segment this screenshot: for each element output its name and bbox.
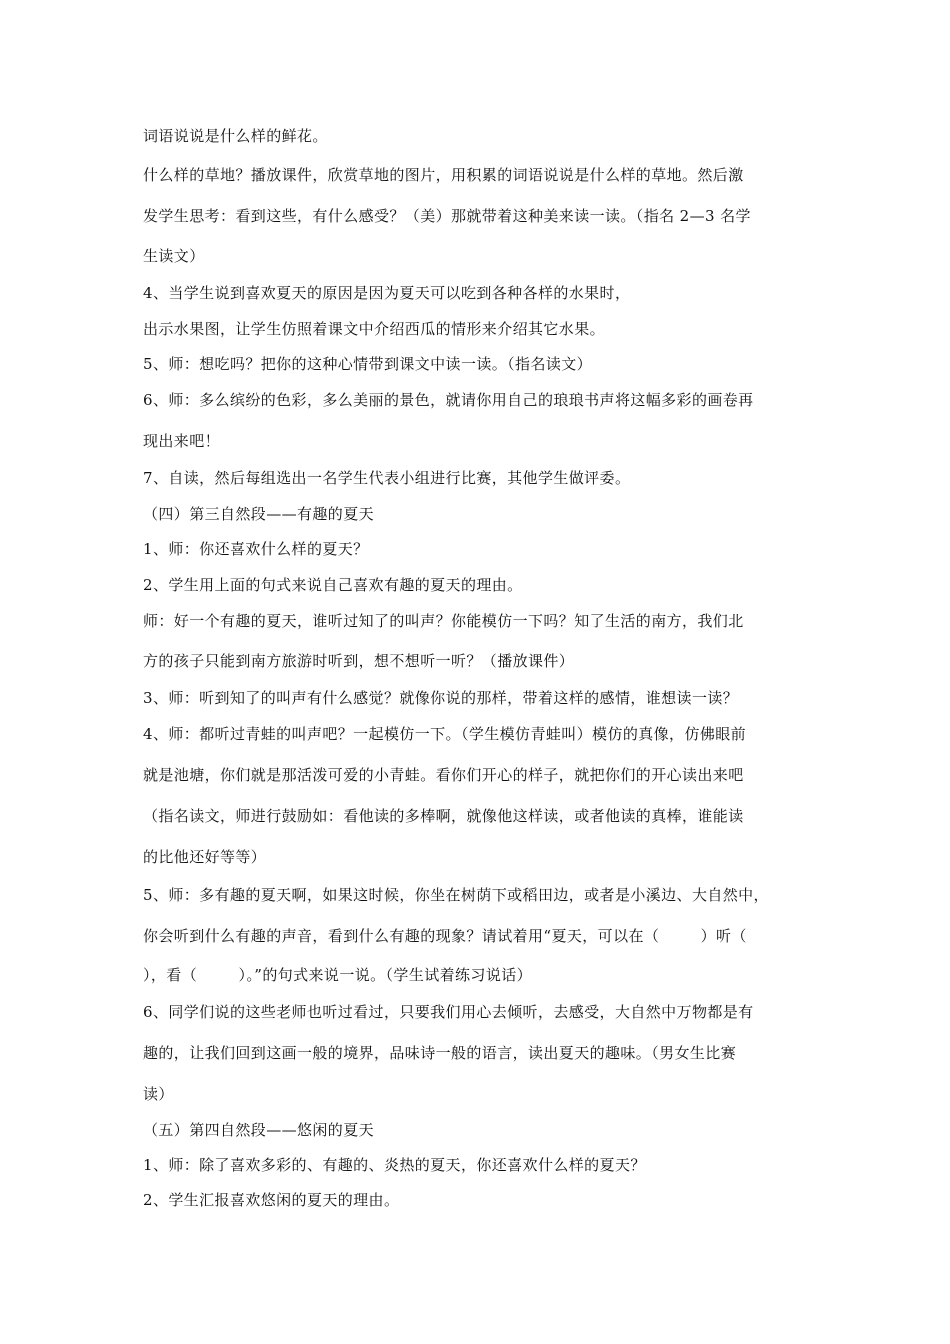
text-line: 7、自读，然后每组选出一名学生代表小组进行比赛，其他学生做评委。: [143, 469, 631, 487]
text-line: 5、师：多有趣的夏天啊，如果这时候，你坐在树荫下或稻田边，或者是小溪边、大自然中，: [143, 886, 769, 904]
text-line: （指名读文，师进行鼓励如：看他读的多棒啊，就像他这样读，或者他读的真棒，谁能读: [143, 807, 744, 825]
text-line: 读）: [143, 1085, 174, 1103]
section-heading: （四）第三自然段——有趣的夏天: [143, 505, 375, 523]
text-line: 什么样的草地？播放课件，欣赏草地的图片，用积累的词语说说是什么样的草地。然后激: [143, 166, 744, 184]
text-line: 5、师：想吃吗？把你的这种心情带到课文中读一读。（指名读文）: [143, 355, 593, 373]
text-line: 4、当学生说到喜欢夏天的原因是因为夏天可以吃到各种各样的水果时，: [143, 284, 631, 302]
text-line: 趣的，让我们回到这画一般的境界，品味诗一般的语言，读出夏天的趣味。（男女生比赛: [143, 1044, 737, 1062]
text-line: 3、师：听到知了的叫声有什么感觉？就像你说的那样，带着这样的感情，谁想读一读？: [143, 689, 739, 707]
text-line: 1、师：除了喜欢多彩的、有趣的、炎热的夏天，你还喜欢什么样的夏天？: [143, 1156, 646, 1174]
text-line: 生读文）: [143, 247, 205, 265]
text-line: 你会听到什么有趣的声音，看到什么有趣的现象？请试着用“夏天，可以在（ ）听（: [143, 927, 747, 945]
text-line: 出示水果图，让学生仿照着课文中介绍西瓜的情形来介绍其它水果。: [143, 320, 606, 338]
text-line: 就是池塘，你们就是那活泼可爱的小青蛙。看你们开心的样子，就把你们的开心读出来吧: [143, 766, 744, 784]
text-line: 师：好一个有趣的夏天，谁听过知了的叫声？你能模仿一下吗？知了生活的南方，我们北: [143, 612, 744, 630]
text-line: 的比他还好等等）: [143, 848, 267, 866]
text-line: 方的孩子只能到南方旅游时听到，想不想听一听？（播放课件）: [143, 652, 575, 670]
text-line: 6、同学们说的这些老师也听过看过，只要我们用心去倾听，去感受，大自然中万物都是有: [143, 1003, 754, 1021]
text-line: 1、师：你还喜欢什么样的夏天？: [143, 540, 369, 558]
text-line: 4、师：都听过青蛙的叫声吧？一起模仿一下。（学生模仿青蛙叫）模仿的真像，仿佛眼前: [143, 725, 747, 743]
text-line: 2、学生汇报喜欢悠闲的夏天的理由。: [143, 1191, 400, 1209]
text-line: ），看（ ）。”的句式来说一说。（学生试着练习说话）: [143, 966, 533, 984]
text-line: 发学生思考：看到这些，有什么感受？（美）那就带着这种美来读一读。（指名 2—3 名学: [143, 207, 751, 225]
text-line: 词语说说是什么样的鲜花。: [143, 127, 328, 145]
text-line: 现出来吧！: [143, 432, 221, 450]
text-line: 2、学生用上面的句式来说自己喜欢有趣的夏天的理由。: [143, 576, 523, 594]
section-heading: （五）第四自然段——悠闲的夏天: [143, 1121, 375, 1139]
text-line: 6、师：多么缤纷的色彩，多么美丽的景色，就请你用自己的琅琅书声将这幅多彩的画卷再: [143, 391, 754, 409]
